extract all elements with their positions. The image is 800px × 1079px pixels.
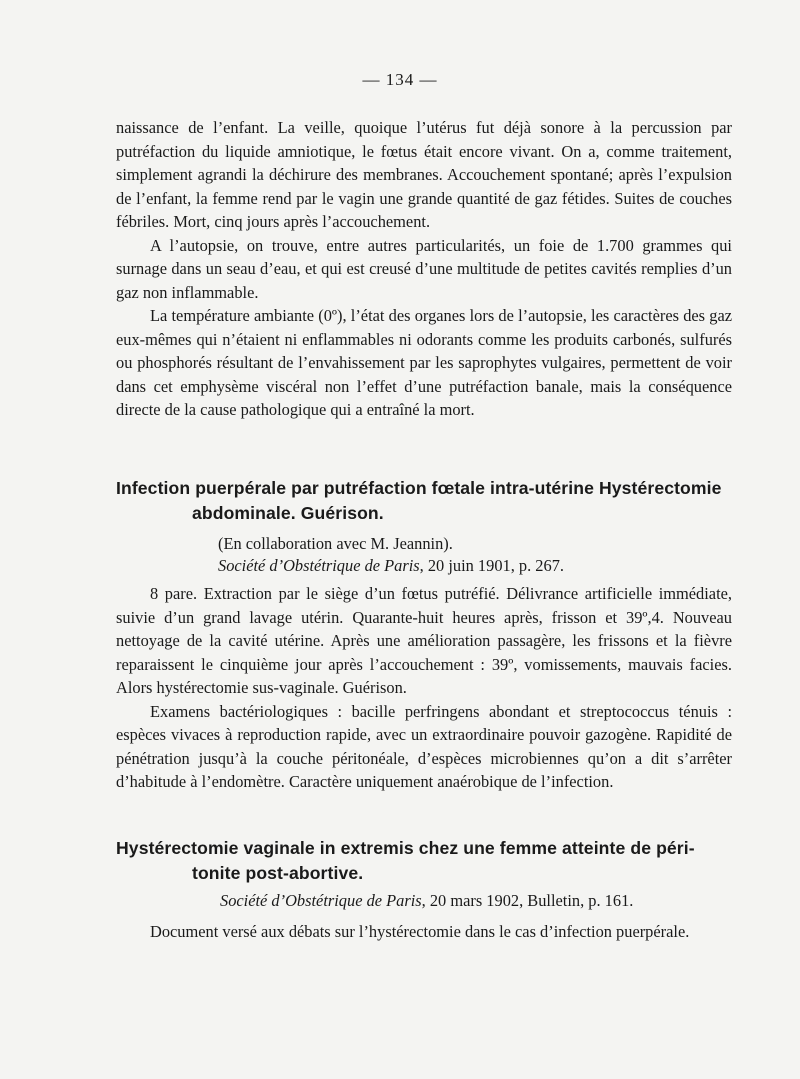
paragraph: Document versé aux débats sur l’hystérectomie dans le cas d’infection puerpérale. xyxy=(150,922,690,941)
citation-details: , 20 juin 1901, p. 267. xyxy=(419,556,564,575)
paragraph: naissance de l’enfant. La veille, quoique l’utérus fut déjà sonore à la percussion par putréfaction du liquide amniotique, le fœtus était encore vivant. On a, comme traitement, simplement agrandi la déchirure des membranes. Accouchement spontané; après l’expulsion de l’enfant, la femme rend par le vagin une grande quantité de gaz fétides. Suites de couches fébriles. Mort, cinq jours après l’accouchement. xyxy=(116,118,732,231)
citation-details: , 20 mars 1902, Bulletin, p. 161. xyxy=(421,891,634,910)
intro-text xyxy=(116,116,732,422)
source-citation xyxy=(218,554,564,577)
heading-line: Infection puerpérale par putréfaction fœtale intra-utérine Hystérectomie xyxy=(116,478,722,498)
paragraph: 8 pare. Extraction par le siège d’un fœtus putréfié. Délivrance artificielle immédiate, suivie d’un grand lavage utérin. Quarante-huit heures après, frisson et 39º,4. Nouveau nettoyage de la cavité utérine. Après une amélioration passagère, les frissons et la fièvre reparaissent le cinquième jour après l’accouchement : 39º, vomissements, mauvais facies. Alors hystérectomie sus-vaginale. Guérison. xyxy=(116,584,732,697)
paragraph: Examens bactériologiques : bacille perfringens abondant et streptococcus ténuis : espèces vivaces à reproduction rapide, avec un extraordinaire pouvoir gazogène. Rapidité de pénétration jusqu’à la couche péritonéale, d’espèces microbiennes qu’on a dit s’arrêter d’habitude à l’endomètre. Caractère uniquement anaérobique de l’infection. xyxy=(116,701,732,791)
paragraph: A l’autopsie, on trouve, entre autres particularités, un foie de 1.700 grammes qui surnage dans un seau d’eau, et qui est creusé d’une multitude de petites cavités remplies d’un gaz non inflammable. xyxy=(116,235,732,302)
heading-line: abdominale. Guérison. xyxy=(192,503,384,523)
section2-text xyxy=(116,920,732,944)
page-number: — 134 — xyxy=(362,70,438,89)
heading-line: Hystérectomie vaginale in extremis chez une femme atteinte de péri- xyxy=(116,838,695,858)
journal-name: Société d’Obstétrique de Paris xyxy=(218,556,420,575)
section-heading xyxy=(116,836,736,886)
section-heading xyxy=(116,476,736,526)
section1-text xyxy=(116,582,732,794)
paragraph: La température ambiante (0º), l’état des organes lors de l’autopsie, les caractères des gaz eux-mêmes qui n’étaient ni enflammables ni odorants comme les produits carbonés, sulfurés ou phosphorés résultant de l’envahissement par les saprophytes vulgaires, permettent de voir dans cet emphysème viscéral non l’effet d’une putréfaction banale, mais la conséquence directe de la cause pathologique qui a entraîné la mort. xyxy=(116,306,732,419)
journal-name: Société d’Obstétrique de Paris xyxy=(220,891,422,910)
heading-line: tonite post-abortive. xyxy=(192,863,364,883)
source-citation xyxy=(220,889,633,912)
collaboration-note: (En collaboration avec M. Jeannin). xyxy=(218,534,453,553)
